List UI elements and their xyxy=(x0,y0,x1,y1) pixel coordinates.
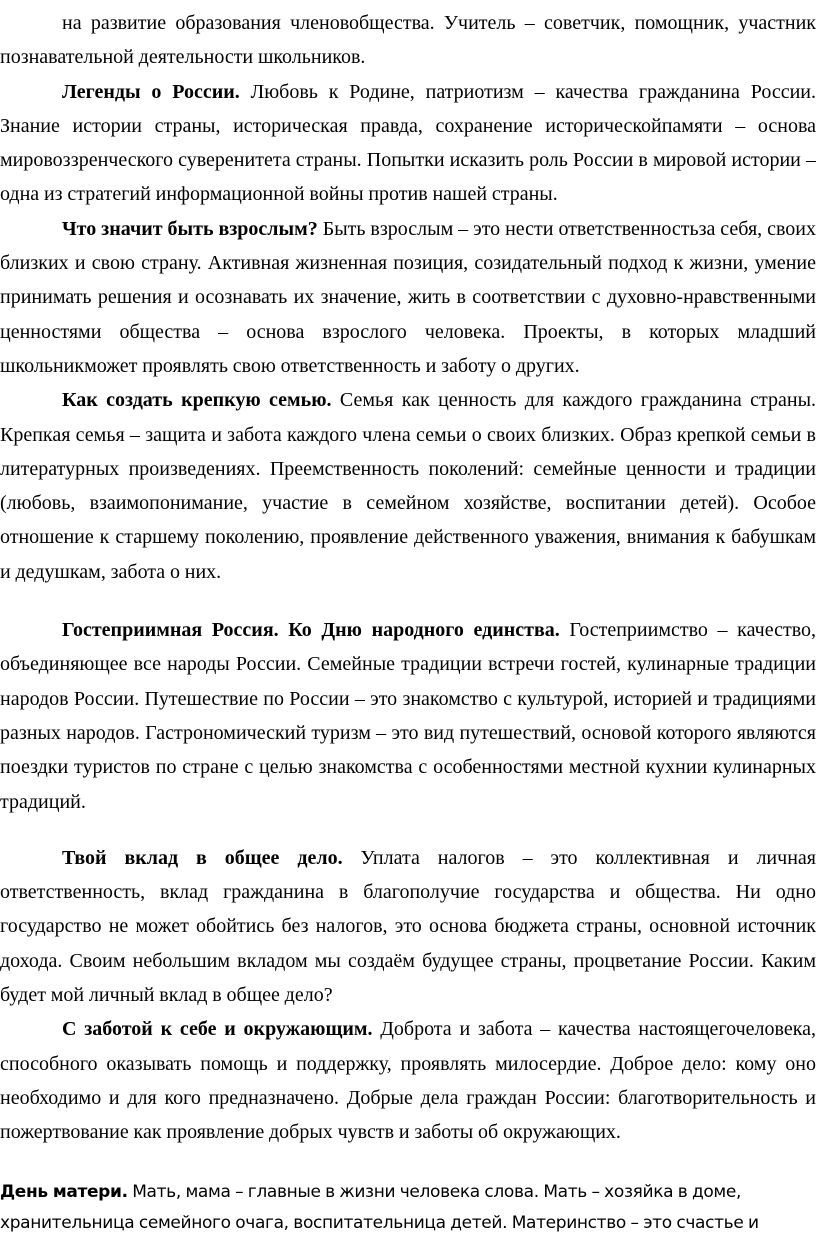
paragraph-text: на развитие образования членовобщества. Учитель – советчик, помощник, участник познавательной деятельности школьников. xyxy=(0,12,816,69)
paragraph-heading: Гостеприимная Россия. Ко Дню народного единства. xyxy=(62,619,560,642)
paragraph-spacer xyxy=(0,589,816,613)
document-body-sans xyxy=(0,1177,816,1239)
paragraph-heading: День матери. xyxy=(0,1182,128,1202)
paragraph-text: Быть взрослым – это нести ответственностьза себя, своих близких и свою страну. Активная жизненная позиция, созидательный подход к жизни, умение принимать решения и осознавать их значение, жить в соответствии с духовно-нравственными ценностями общества – основа взрослого человека. Проекты, в которых младший школьникможет проявлять свою ответственность и заботу о других. xyxy=(0,217,816,377)
paragraph-text: Любовь к Родине, патриотизм – качества гражданина России. Знание истории страны, историческая правда, сохранение историческойпамяти – основа мировоззренческого суверенитета страны. Попытки исказить роль России в мировой истории – одна из стратегий информационной войны против нашей страны. xyxy=(0,80,816,206)
paragraph-common-cause xyxy=(0,841,816,1012)
paragraph-heading: Как создать крепкую семью. xyxy=(62,389,332,412)
paragraph-text: Гостеприимство – качество, объединяющее все народы России. Семейные традиции встречи гостей, кулинарные традиции народов России. Путешествие по России – это знакомство с культурой, историей и традициями разных народов. Гастрономический туризм – это вид путешествий, основой которого являются поездки туристов по стране с целью знакомства с особенностями местной кухнии кулинарных традиций. xyxy=(0,619,816,813)
paragraph-care xyxy=(0,1012,816,1149)
paragraph-being-adult xyxy=(0,212,816,383)
paragraph-legends-of-russia xyxy=(0,75,816,212)
paragraph-heading: Что значит быть взрослым? xyxy=(62,217,318,240)
paragraph-heading: Твой вклад в общее дело. xyxy=(62,846,343,869)
paragraph-heading: С заботой к себе и окружающим. xyxy=(62,1018,373,1041)
paragraph-heading: Легенды о России. xyxy=(62,80,240,103)
paragraph-mothers-day xyxy=(0,1177,816,1239)
paragraph-education xyxy=(0,6,816,75)
paragraph-strong-family xyxy=(0,383,816,589)
paragraph-spacer xyxy=(0,819,816,841)
paragraph-text: Доброта и забота – качества настоящегочеловека, способного оказывать помощь и поддержку, проявлять милосердие. Доброе дело: кому оно необходимо и для кого предназначено. Добрые дела граждан России: благотворительность и пожертвование как проявление добрых чувств и заботы об окружающих. xyxy=(0,1018,816,1144)
paragraph-text: Мать, мама – главные в жизни человека слова. Мать – хозяйка в доме, хранительница семейного очага, воспитательница детей. Материнство – это счастье и xyxy=(0,1182,759,1233)
document-body xyxy=(0,6,816,1150)
paragraph-text: Уплата налогов – это коллективная и личная ответственность, вклад гражданина в благополучие государства и общества. Ни одно государство не может обойтись без налогов, это основа бюджета страны, основной источник дохода. Своим небольшим вкладом мы создаём будущее страны, процветание России. Каким будет мой личный вклад в общее дело? xyxy=(0,846,816,1007)
paragraph-text: Семья как ценность для каждого гражданина страны. Крепкая семья – защита и забота каждого члена семьи о своих близких. Образ крепкой семьи в литературных произведениях. Преемственность поколений: семейные ценности и традиции (любовь, взаимопонимание, участие в семейном хозяйстве, воспитании детей). Особое отношение к старшему поколению, проявление действенного уважения, внимания к бабушкам и дедушкам, забота о них. xyxy=(0,389,816,583)
paragraph-hospitable-russia xyxy=(0,613,816,819)
